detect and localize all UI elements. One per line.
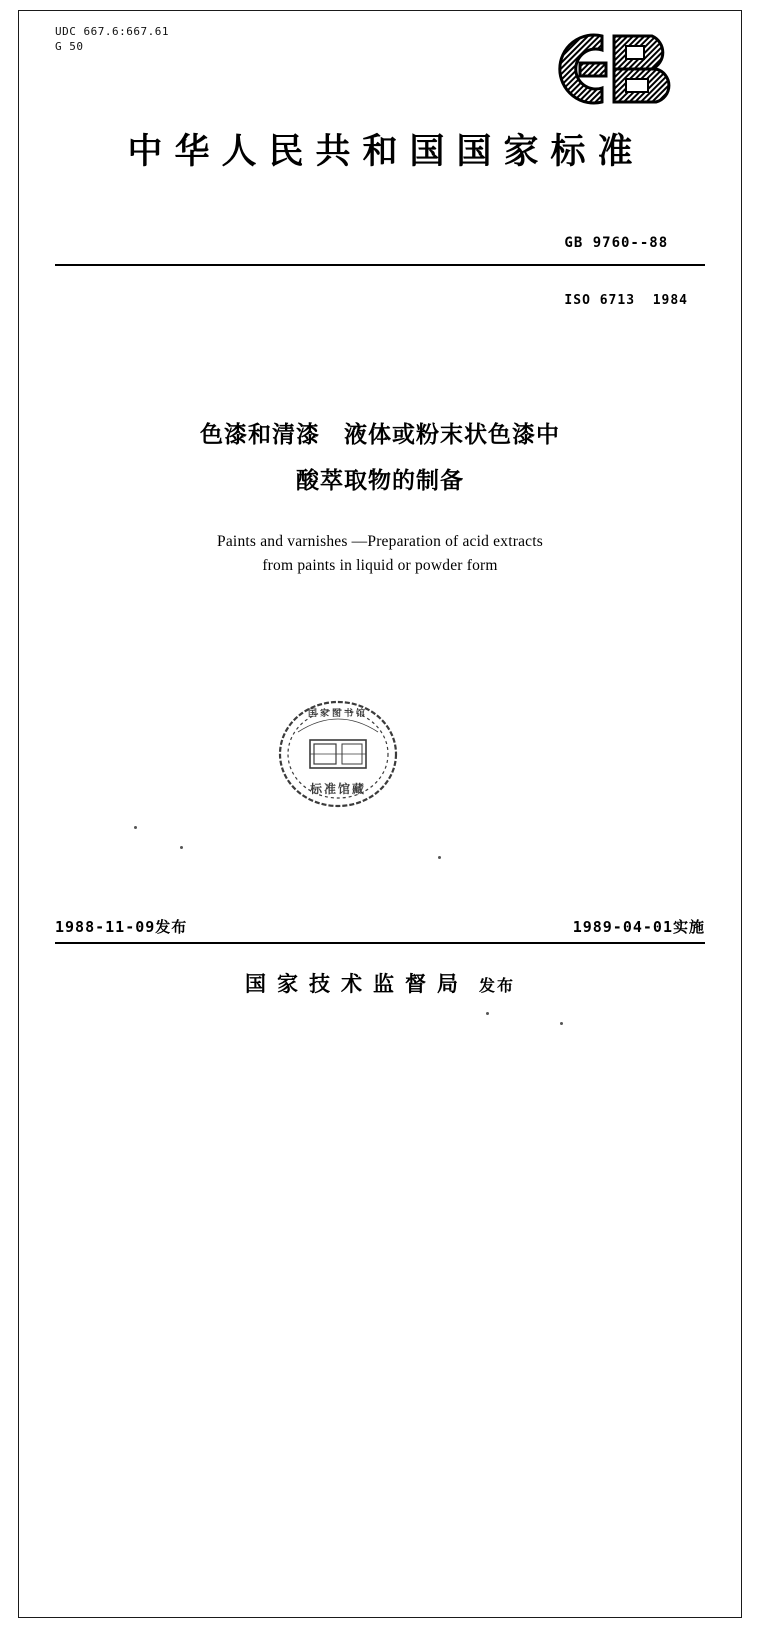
standard-number-block (564, 196, 688, 348)
publication-dates (55, 916, 705, 942)
document-title-en-line-2: from paints in liquid or powder form (262, 557, 498, 574)
issue-date: 1988-11-09发布 (55, 918, 188, 936)
scan-speck (180, 846, 183, 849)
dates-divider (55, 942, 705, 944)
library-stamp (274, 692, 402, 820)
issuing-authority-name: 国家技术监督局 (244, 972, 469, 996)
scan-speck (438, 856, 441, 859)
scan-speck (486, 1012, 489, 1015)
scan-speck (134, 826, 137, 829)
library-stamp-inner-text: 标准馆藏 (309, 782, 366, 796)
issuing-authority-action: 发布 (478, 976, 515, 995)
document-title-cn-line-1: 色漆和清漆 液体或粉末状色漆中 (200, 422, 560, 448)
document-title-cn (0, 412, 760, 504)
scan-speck (560, 1022, 563, 1025)
issuing-authority (0, 968, 760, 998)
effective-date: 1989-04-01实施 (572, 918, 705, 936)
standard-number-gb: GB 9760--88 (564, 235, 669, 251)
header-divider (55, 264, 705, 266)
udc-line-2: G 50 (55, 40, 84, 53)
national-standard-heading: 中华人民共和国国家标准 (127, 132, 645, 172)
document-title-en (0, 530, 760, 578)
standard-number-iso: ISO 6713 1984 (564, 293, 688, 308)
document-title-en-line-1: Paints and varnishes —Preparation of acid extracts (217, 533, 543, 550)
library-stamp-outer-text: 国家图书馆 (307, 709, 368, 719)
gb-emblem-icon (540, 26, 690, 112)
document-title-cn-line-2: 酸萃取物的制备 (296, 468, 464, 494)
udc-line-1: UDC 667.6:667.61 (55, 25, 169, 38)
udc-classification (55, 24, 169, 54)
